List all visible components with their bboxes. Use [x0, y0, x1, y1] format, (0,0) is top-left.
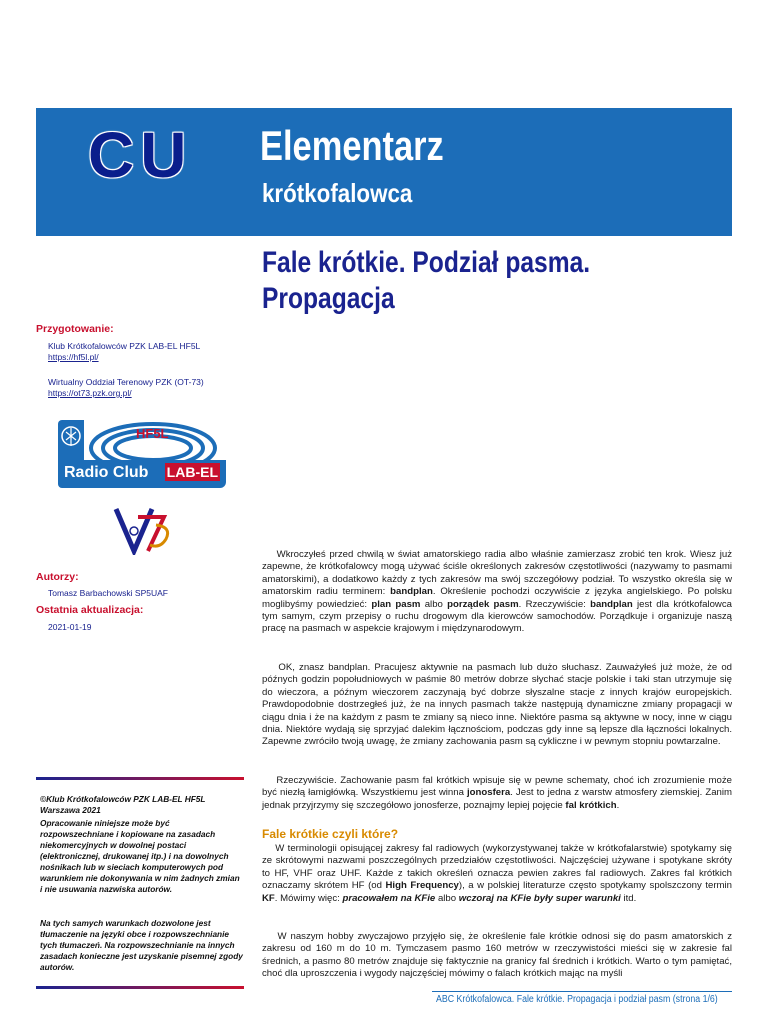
org1-name: Klub Krótkofalowców PZK LAB-EL HF5L — [48, 341, 201, 351]
update-label: Ostatnia aktualizacja: — [36, 604, 144, 616]
lab-el-brand: LAB-EL — [166, 464, 218, 480]
radio-club-bar — [58, 460, 226, 488]
authors-label: Autorzy: — [36, 571, 79, 583]
cu-logo: CU — [88, 119, 193, 191]
paragraph-5: W naszym hobby zwyczajowo przyjęło się, że określenie fale krótkie odnosi się do pasm amatorskich z zakresu od 160 m do 10 m. Tymczasem pasmo 160 metrów w rzeczywistości mieści się w zakresie fal średnich, a pasmo 80 metrów znajduje się faktycznie na granicy fal średnich i krótkich. Warto o tym pamiętać, choć dla uproszczenia i wygody najczęściej mówimy o falach krótkich mając na myśli — [262, 931, 732, 980]
paragraph-2: OK, znasz bandplan. Pracujesz aktywnie na pasmach lub dużo słuchasz. Zauważyłeś już może, że od późnych godzin popołudniowych w paśmie 80 metrów dobrze słychać stacje polskie i taki stan utrzymuje się do wieczora, a późnym wieczorem zaczynają być dobrze słyszalne stacje z innych krajów europejskich. Prawdopodobnie dostrzegłeś już, że na innych pasmach także następują dynamiczne zmiany propagacji w ciągu dnia i że na każdym z pasm te zmiany są nieco inne. Niektóre pasma są aktywne w nocy, inne w ciągu dnia. Niektóre wydają się sprzyjać dalekim łącznościom, podczas gdy inne są lepsze dla łączności lokalnych. Zapewne zwróciło twoją uwagę, że zmiany zachowania pasm są cykliczne i w pewnym stopniu powtarzalne. — [262, 662, 732, 748]
section-heading: Fale krótkie czyli które? — [262, 827, 399, 841]
paragraph-1: Wkroczyłeś przed chwilą w świat amatorskiego radia albo właśnie zamierzasz zrobić ten krok. Wiesz już zapewne, że krótkofalowcy mogą używać ściśle określonych zakresów częstotliwości (nazywamy to pasmami amatorskimi), a dodatkowo każdy z tych zakresów ma swój szczegółowy podział. To wszystko określa się w amatorskim radiu terminem: bandplan. Określenie pochodzi oczywiście z języka angielskiego. Po polsku moglibyśmy powiedzieć: plan pasm albo porządek pasm. Rzeczywiście: bandplan jest dla krótkofalowca tym samym, czym przepisy o ruchu drogowym dla kierowców samochodów. Porządkuje i organizuje naszą pracę na pasmach w aspekcie krajowym i międzynarodowym. — [262, 549, 732, 635]
paragraph-4: W terminologii opisującej zakresy fal radiowych (wykorzystywanej także w krótkofalarstwie) spotykamy się ze skrótowymi nazwami poszczególnych przedziałów częstotliwości. Najczęściej używane i spotykane skróty to HF, VHF oraz UHF. Każde z takich określeń oznacza pewien zakres fal radiowych. Zakres fal krótkich oznaczamy skrótem HF (od High Frequency), a w polskiej literaturze często spotykamy spolszczony termin KF. Mówimy więc: pracowałem na KFie albo wczoraj na KFie były super warunki itd. — [262, 843, 732, 904]
page-title-line2: Propagacja — [262, 282, 395, 315]
info-box-bottom-border — [36, 986, 244, 989]
radio-club-logo — [58, 420, 226, 488]
page-title — [262, 245, 721, 317]
page-footer: ABC Krótkofalowca. Fale krótkie. Propagacja i podział pasm (strona 1/6) — [436, 994, 718, 1005]
org2-name: Wirtualny Oddział Terenowy PZK (OT-73) — [48, 377, 204, 387]
banner-title: Elementarz — [260, 122, 444, 169]
hf5l-callsign: HF5L — [136, 426, 169, 441]
author-name: Tomasz Barbachowski SP5UAF — [48, 588, 168, 598]
header-banner — [36, 108, 732, 236]
org2-link[interactable]: https://ot73.pzk.org.pl/ — [48, 388, 132, 398]
copyright-text: ©Klub Krótkofalowców PZK LAB-EL HF5L Warszawa 2021 — [40, 794, 206, 815]
translation-text: Na tych samych warunkach dozwolone jest tłumaczenie na języki obce i rozpowszechnianie tych tłumaczeń. Na rozpowszechnianie na innych zasadach konieczne jest uzyskanie pisemnej zgody autorów. — [40, 918, 243, 972]
ot73-logo-icon — [112, 505, 176, 555]
prepared-label: Przygotowanie: — [36, 323, 114, 335]
update-date: 2021-01-19 — [48, 622, 92, 632]
page-title-line1: Fale krótkie. Podział pasma. — [262, 246, 591, 279]
org1-link[interactable]: https://hf5l.pl/ — [48, 352, 99, 362]
banner-subtitle: krótkofalowca — [262, 178, 413, 208]
radio-club-text: Radio Club — [64, 464, 149, 481]
footer-divider — [432, 991, 732, 992]
paragraph-3: Rzeczywiście. Zachowanie pasm fal krótkich wpisuje się w pewne schematy, choć ich zrozumienie może być niezłą łamigłówką. Wszystkiemu jest winna jonosfera. Jest to jedna z warstw atmosfery ziemskiej. Zanim jednak przyjrzymy się szczegółowo jonosferze, poznajmy lepiej pojęcie fal krótkich. — [262, 775, 732, 811]
info-box-top-border — [36, 777, 244, 780]
license-text: Opracowanie niniejsze może być rozpowszechniane i kopiowane na zasadach niekomercyjnych w dowolnej postaci (elektronicznej, drukowanej itp.) i na dowolnych nośnikach lub w sieciach komputerowych pod warunkiem nie dokonywania w nim żadnych zmian i nie usuwania nazwiska autorów. — [40, 818, 240, 894]
